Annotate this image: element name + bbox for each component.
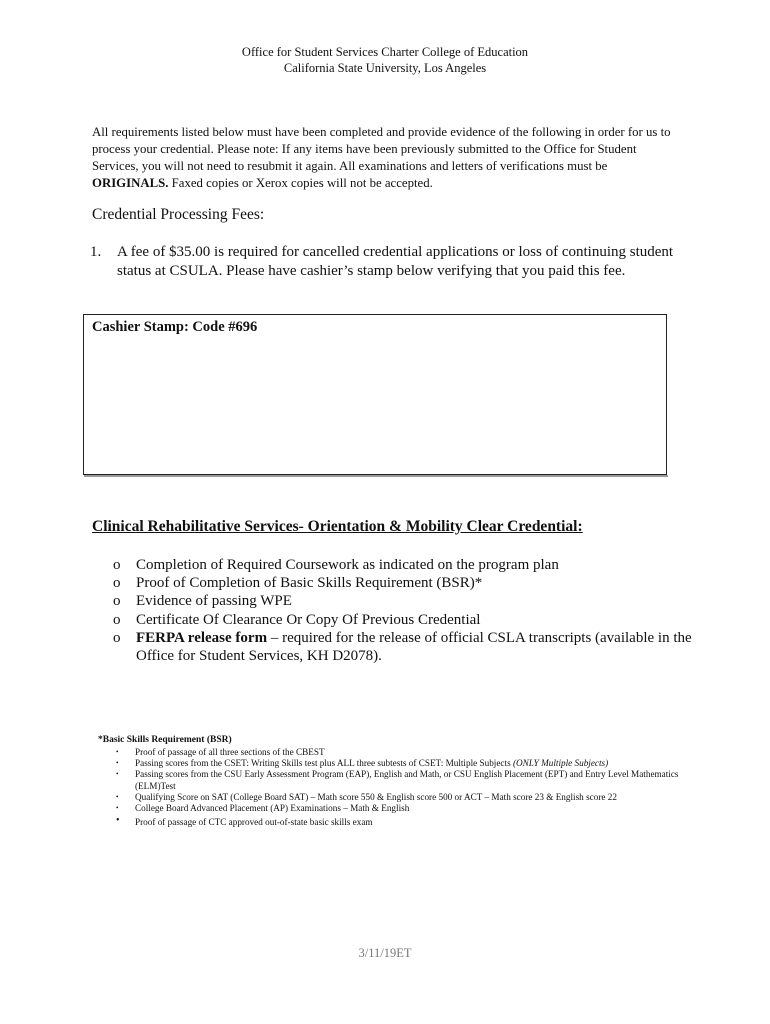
circle-bullet-icon: o [113,575,121,592]
requirement-item [113,629,713,665]
fee-item-number: 1. [90,244,102,260]
bsr-item [116,792,696,803]
bsr-item-text: Proof of passage of CTC approved out-of-state basic skills exam [135,817,373,828]
bullet-icon: • [116,815,120,827]
bsr-title: *Basic Skills Requirement (BSR) [98,735,232,745]
intro-text-end: Faxed copies or Xerox copies will not be accepted. [168,176,433,190]
intro-text: All requirements listed below must have been completed and provide evidence of the following in order for us to process your credential. Please note: If any items have been previously submitted to the Office for Student Services, you will not need to resubmit it again. All examinations and letters of verifications must be [92,125,671,173]
bullet-icon: • [116,748,119,756]
requirement-item [113,556,713,574]
bullet-icon: • [116,804,119,813]
header-line-1: Office for Student Services Charter College of Education [241,45,529,59]
bsr-item [116,803,696,814]
fees-heading: Credential Processing Fees: [92,206,265,223]
requirements-list [113,556,713,665]
requirement-item [113,611,713,629]
bullet-icon: • [116,759,119,768]
credential-section-heading: Clinical Rehabilitative Services- Orientation & Mobility Clear Credential: [92,518,583,535]
requirement-item [113,592,713,610]
bsr-item-text: Proof of passage of all three sections of the CBEST [135,747,325,757]
fee-item [90,243,700,281]
bsr-item-text: Qualifying Score on SAT (College Board SAT) – Math score 550 & English score 500 or ACT – Math score 23 & English score 22 [135,791,617,802]
requirement-text: Proof of Completion of Basic Skills Requirement (BSR)* [136,575,483,592]
bsr-item-text: Passing scores from the CSET: Writing Skills test plus ALL three subtests of CSET: Multiple Subjects [135,758,513,769]
requirement-text: Completion of Required Coursework as indicated on the program plan [136,557,559,573]
circle-bullet-icon: o [113,629,121,646]
fee-item-text: A fee of $35.00 is required for cancelled credential applications or loss of continuing student status at CSULA. Please have cashier’s stamp below verifying that you paid this fee. [117,244,674,279]
circle-bullet-icon: o [113,557,121,573]
circle-bullet-icon: o [113,611,121,628]
intro-paragraph [92,124,682,192]
requirement-text: Certificate Of Clearance Or Copy Of Previous Credential [136,611,481,628]
header-line-2: California State University, Los Angeles [283,61,487,75]
bsr-item [116,758,696,769]
bsr-list [116,747,696,828]
bsr-item [116,747,696,758]
intro-originals-emphasis: ORIGINALS. [92,176,169,190]
circle-bullet-icon: o [113,593,121,610]
requirement-item [113,574,713,592]
document-header [0,44,770,76]
bsr-item [116,817,696,828]
bullet-icon: • [116,770,119,779]
bsr-item-text: College Board Advanced Placement (AP) Examinations – Math & English [135,803,410,814]
bsr-item-note: (ONLY Multiple Subjects) [512,758,609,769]
bsr-item-text: Passing scores from the CSU Early Assessment Program (EAP), English and Math, or CSU English Placement (EPT) and Entry Level Mathematics (ELM)Test [135,769,679,791]
footer-date-code: 3/11/19ET [358,946,412,960]
bullet-icon: • [116,792,119,801]
ferpa-form-label: FERPA release form [136,629,268,646]
cashier-stamp-label: Cashier Stamp: Code #696 [92,319,258,335]
requirement-text: Evidence of passing WPE [136,593,292,610]
requirement-text: – required for the release of official CSLA transcripts (available in the Office for Student Services, KH D2078). [136,629,692,665]
stamp-box-shadow [84,475,668,477]
bsr-item [116,769,696,791]
cashier-stamp-box [83,314,667,475]
